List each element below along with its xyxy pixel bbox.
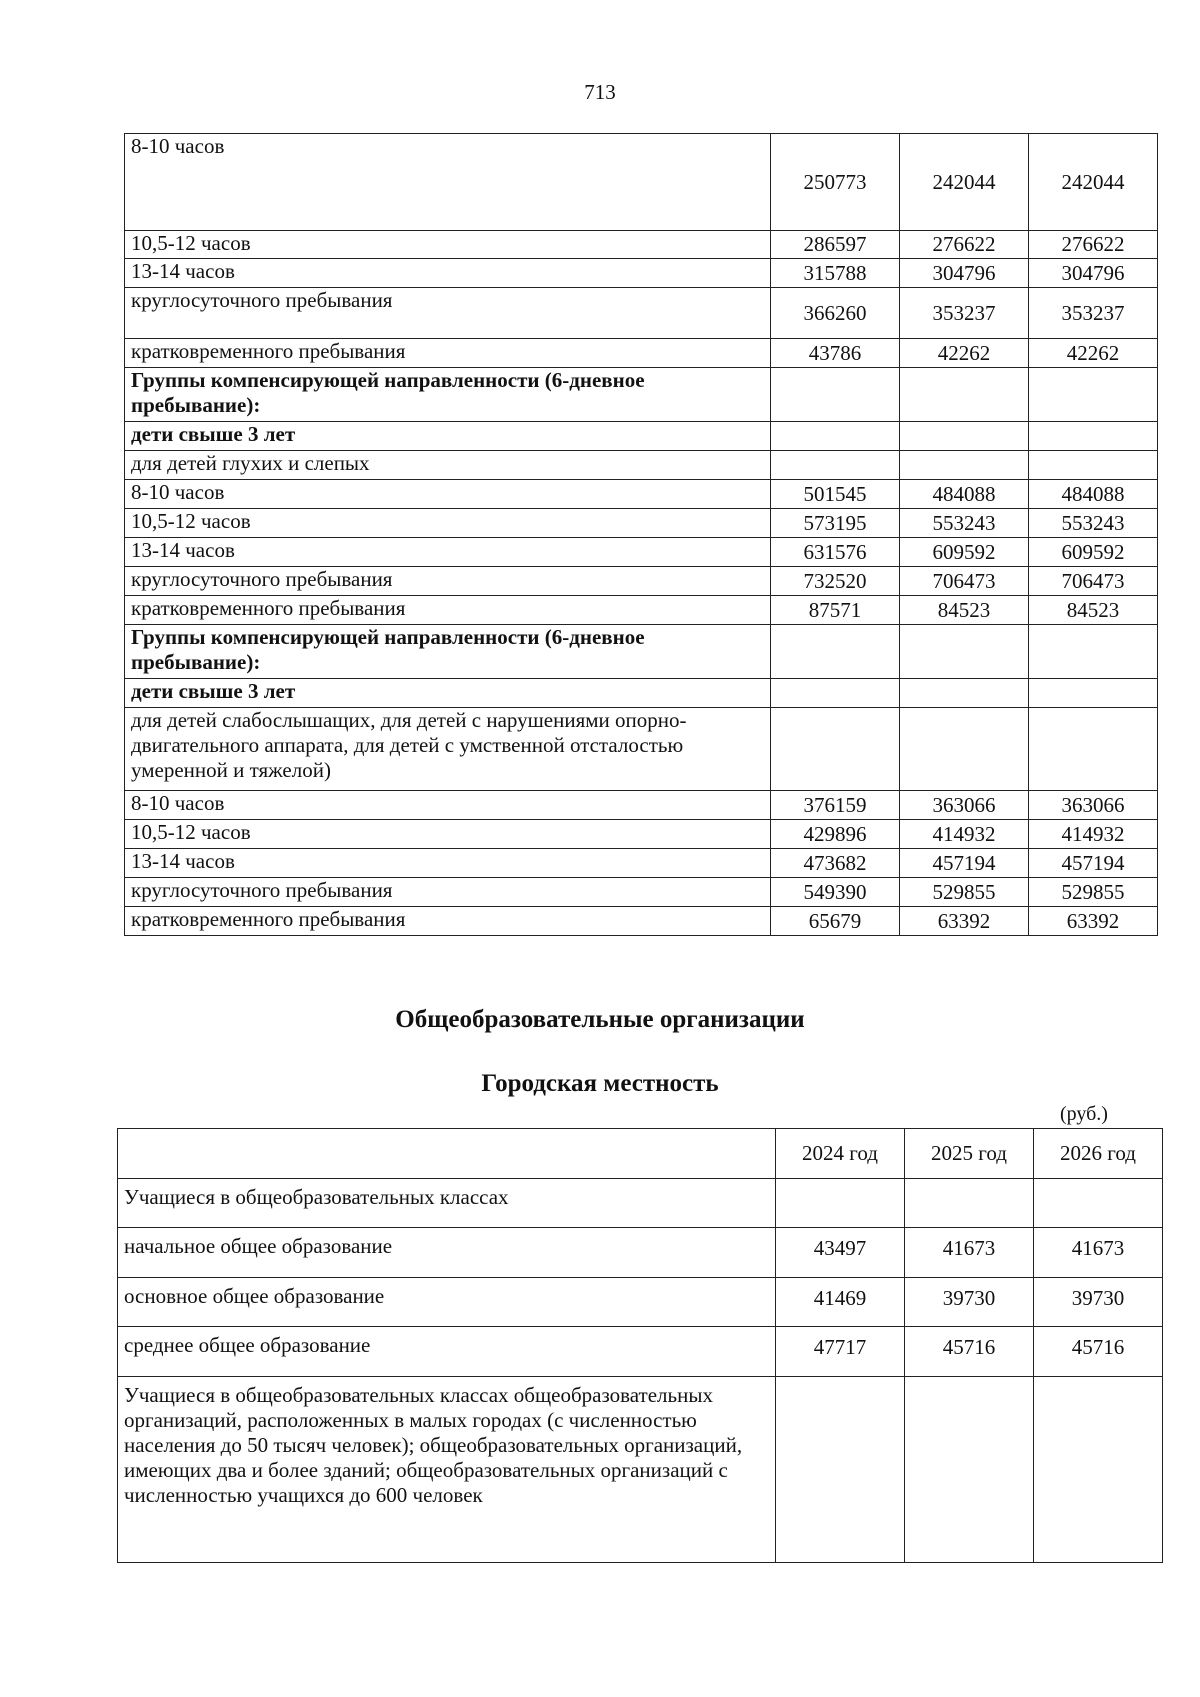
value-2024: 43497 [776,1228,905,1278]
table-row [125,596,1158,625]
value-2024: 250773 [771,134,900,231]
value-2026 [1029,679,1158,708]
value-2026: 457194 [1029,849,1158,878]
table-row [125,288,1158,339]
table-row [118,1228,1163,1278]
value-2026: 363066 [1029,791,1158,820]
unit-label: (руб.) [1060,1103,1108,1125]
value-2026: 353237 [1029,288,1158,339]
value-2026 [1029,451,1158,480]
value-2026 [1029,422,1158,451]
value-2026: 41673 [1034,1228,1163,1278]
value-2025 [900,422,1029,451]
value-2025: 609592 [900,538,1029,567]
value-2024: 43786 [771,339,900,368]
value-2024: 65679 [771,907,900,936]
value-2026: 609592 [1029,538,1158,567]
value-2026: 45716 [1034,1327,1163,1377]
value-2026: 242044 [1029,134,1158,231]
value-2024 [771,368,900,422]
value-2024 [771,679,900,708]
value-2025: 353237 [900,288,1029,339]
value-2026: 84523 [1029,596,1158,625]
row-label: круглосуточного пребывания [125,288,771,339]
row-label: 8-10 часов [125,134,771,231]
table-row [125,480,1158,509]
value-2024: 573195 [771,509,900,538]
value-2025 [900,708,1029,791]
value-2026 [1029,625,1158,679]
value-2024: 315788 [771,259,900,288]
value-2024 [771,422,900,451]
table-row [125,849,1158,878]
row-label: 10,5-12 часов [125,820,771,849]
value-2025: 363066 [900,791,1029,820]
row-label: 10,5-12 часов [125,509,771,538]
value-2025: 553243 [900,509,1029,538]
table-row [125,339,1158,368]
row-label: кратковременного пребывания [125,596,771,625]
value-2026: 553243 [1029,509,1158,538]
row-label: 13-14 часов [125,538,771,567]
value-2025: 304796 [900,259,1029,288]
table-row [125,509,1158,538]
row-label: кратковременного пребывания [125,339,771,368]
value-2026: 414932 [1029,820,1158,849]
value-2025: 414932 [900,820,1029,849]
age-group-heading: дети свыше 3 лет [125,679,771,708]
section-title: Общеобразовательные организации [395,1006,805,1033]
row-label: круглосуточного пребывания [125,567,771,596]
value-2026: 276622 [1029,231,1158,259]
row-label: 13-14 часов [125,259,771,288]
value-2026: 39730 [1034,1278,1163,1327]
table-row [125,422,1158,451]
table-row [125,820,1158,849]
value-2025 [900,625,1029,679]
row-label: 8-10 часов [125,791,771,820]
value-2025: 457194 [900,849,1029,878]
value-2025 [905,1179,1034,1228]
tariff-table-schools [117,1128,1163,1563]
value-2025 [900,679,1029,708]
table-row [125,259,1158,288]
value-2024: 87571 [771,596,900,625]
value-2024: 732520 [771,567,900,596]
value-2026: 529855 [1029,878,1158,907]
row-label: 10,5-12 часов [125,231,771,259]
value-2024 [776,1377,905,1563]
row-label: 13-14 часов [125,849,771,878]
value-2025: 242044 [900,134,1029,231]
table-row [125,878,1158,907]
group-heading: Группы компенсирующей направленности (6-дневное пребывание): [125,625,771,679]
value-2024: 549390 [771,878,900,907]
value-2025: 84523 [900,596,1029,625]
value-2025: 41673 [905,1228,1034,1278]
table-row [125,907,1158,936]
value-2025 [905,1377,1034,1563]
header-label [118,1129,776,1179]
value-2026 [1029,708,1158,791]
value-2024 [771,708,900,791]
value-2024: 41469 [776,1278,905,1327]
row-label: кратковременного пребывания [125,907,771,936]
subsection-title: Городская местность [481,1070,719,1097]
value-2026: 42262 [1029,339,1158,368]
value-2024: 501545 [771,480,900,509]
value-2026 [1034,1179,1163,1228]
table-row [125,538,1158,567]
value-2025: 39730 [905,1278,1034,1327]
value-2026 [1029,368,1158,422]
value-2024 [771,625,900,679]
value-2025: 484088 [900,480,1029,509]
header-2024: 2024 год [776,1129,905,1179]
group-heading: Группы компенсирующей направленности (6-дневное пребывание): [125,368,771,422]
value-2024: 473682 [771,849,900,878]
value-2026: 484088 [1029,480,1158,509]
header-2025: 2025 год [905,1129,1034,1179]
table-row [118,1179,1163,1228]
value-2024: 286597 [771,231,900,259]
page-number: 713 [584,80,616,104]
value-2025 [900,451,1029,480]
row-label: для детей слабослышащих, для детей с нарушениями опорно-двигательного аппарата, для детей с умственной отсталостью умеренной и тяжелой) [125,708,771,791]
header-2026: 2026 год [1034,1129,1163,1179]
table-row [118,1327,1163,1377]
value-2024: 47717 [776,1327,905,1377]
table-row [118,1377,1163,1563]
row-label: для детей глухих и слепых [125,451,771,480]
value-2026 [1034,1377,1163,1563]
table-row [125,134,1158,231]
row-label: среднее общее образование [118,1327,776,1377]
row-label: Учащиеся в общеобразовательных классах общеобразовательных организаций, расположенных в малых городах (с численностью населения до 50 тысяч человек); общеобразовательных организаций, имеющих два и более зданий; общеобразовательных организаций с численностью учащихся до 600 человек [118,1377,776,1563]
table-row [125,679,1158,708]
table-row [118,1278,1163,1327]
tariff-table-preschool [124,133,1158,936]
table-row [125,231,1158,259]
row-label: основное общее образование [118,1278,776,1327]
row-label: 8-10 часов [125,480,771,509]
value-2024 [771,451,900,480]
row-label: Учащиеся в общеобразовательных классах [118,1179,776,1228]
table-row [125,708,1158,791]
value-2025: 45716 [905,1327,1034,1377]
table-row [125,567,1158,596]
value-2025 [900,368,1029,422]
value-2025: 706473 [900,567,1029,596]
value-2024: 429896 [771,820,900,849]
value-2024: 631576 [771,538,900,567]
value-2025: 529855 [900,878,1029,907]
value-2026: 304796 [1029,259,1158,288]
table-row [125,625,1158,679]
value-2024: 366260 [771,288,900,339]
table-header-row [118,1129,1163,1179]
value-2025: 63392 [900,907,1029,936]
value-2024: 376159 [771,791,900,820]
row-label: начальное общее образование [118,1228,776,1278]
table-row [125,451,1158,480]
value-2026: 63392 [1029,907,1158,936]
row-label: круглосуточного пребывания [125,878,771,907]
age-group-heading: дети свыше 3 лет [125,422,771,451]
table-row [125,368,1158,422]
value-2024 [776,1179,905,1228]
value-2025: 42262 [900,339,1029,368]
table-row [125,791,1158,820]
value-2025: 276622 [900,231,1029,259]
value-2026: 706473 [1029,567,1158,596]
